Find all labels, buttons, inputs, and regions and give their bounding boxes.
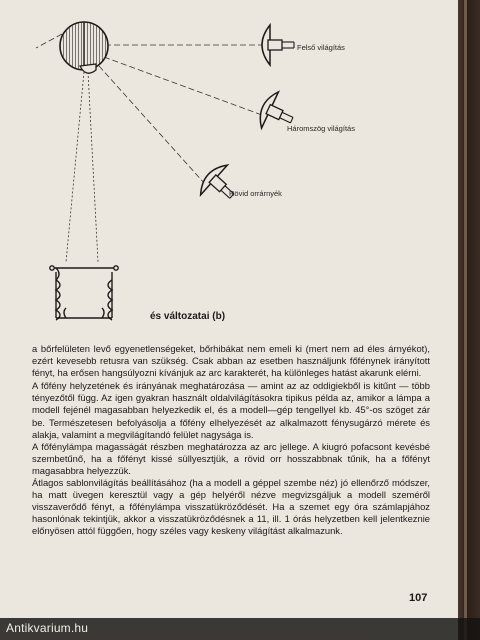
beam-left bbox=[36, 34, 62, 48]
watermark-bar bbox=[0, 618, 480, 640]
book-binding-edge bbox=[458, 0, 480, 640]
beam-down-2 bbox=[66, 72, 84, 262]
model-head-symbol bbox=[60, 22, 108, 73]
figure-caption: és változatai (b) bbox=[150, 311, 226, 322]
label-top-light: Felső világítás bbox=[297, 43, 345, 52]
beam-triangle-light bbox=[104, 57, 262, 115]
page-number: 107 bbox=[409, 592, 428, 604]
paragraph: A főfénylámpa magasságát részben meghatározza az arc jellege. A kiugró pofacsont kevésbé szembetűnő, ha a főfényt kissé süllyesztjük, a rövid orr hosszabbnak tűnik, ha a főfényt magasabbra helyezzük. bbox=[32, 440, 430, 476]
fill-light-unit bbox=[50, 266, 118, 320]
lamp-top-light bbox=[262, 25, 294, 65]
paragraph: A főfény helyzetének és irányának meghatározása — amint az az oddigiekből is kitűnt — több tényezőtől függ. Az igen gyakran használt oldalvilágításokra tipikus példa az, amikor a lámpa a modell fejénél magasabban helyezkedik el, és a modell—gép tengellyel kb. 45°-os szöget zár be. Természetesen befolyásolja a főfény elhelyezését az alkalmazott fénysugárzó mérete és alakja, valamint a megvilágítandó felület nagysága is. bbox=[32, 380, 430, 440]
beam-short-shadow bbox=[99, 66, 205, 184]
body-text bbox=[32, 343, 430, 538]
beam-down-1 bbox=[88, 72, 98, 262]
lamp-short-shadow bbox=[195, 160, 246, 211]
paragraph: Átlagos sablonvilágítás beállításához (ha a modell a géppel szembe néz) jó ellenőrző módszer, ha matt üvegen keresztül vagy a gép helyéről nézve megvizsgáljuk a modell szeméről visszaverődő fényt, a főfénylámpa visszatükröződését. Ha a szemet egy óra számlapjához hasonlónak tekintjük, akkor a visszatükröződésnek a 11, ill. 1 órás helyzetben kell jelentkeznie előnyösen attól függően, hogy széles vagy keskeny világítást alkalmazunk. bbox=[32, 477, 430, 537]
label-triangle-light: Háromszög világítás bbox=[287, 124, 355, 133]
paragraph: a bőrfelületen levő egyenetlenségeket, bőrhibákat nem emeli ki (mert nem ad éles árnyékot), ezért kevesebb retusra van szükség. Csak abban az esetben használjunk főfénynek irányított fényt, ha erősen hangsúlyozni kívánjuk az arc karakterét, ha különleges hatást akarunk elérni. bbox=[32, 343, 430, 379]
watermark-text: Antikvarium.hu bbox=[6, 621, 89, 635]
label-short-shadow: Rövid orrárnyék bbox=[229, 189, 282, 198]
